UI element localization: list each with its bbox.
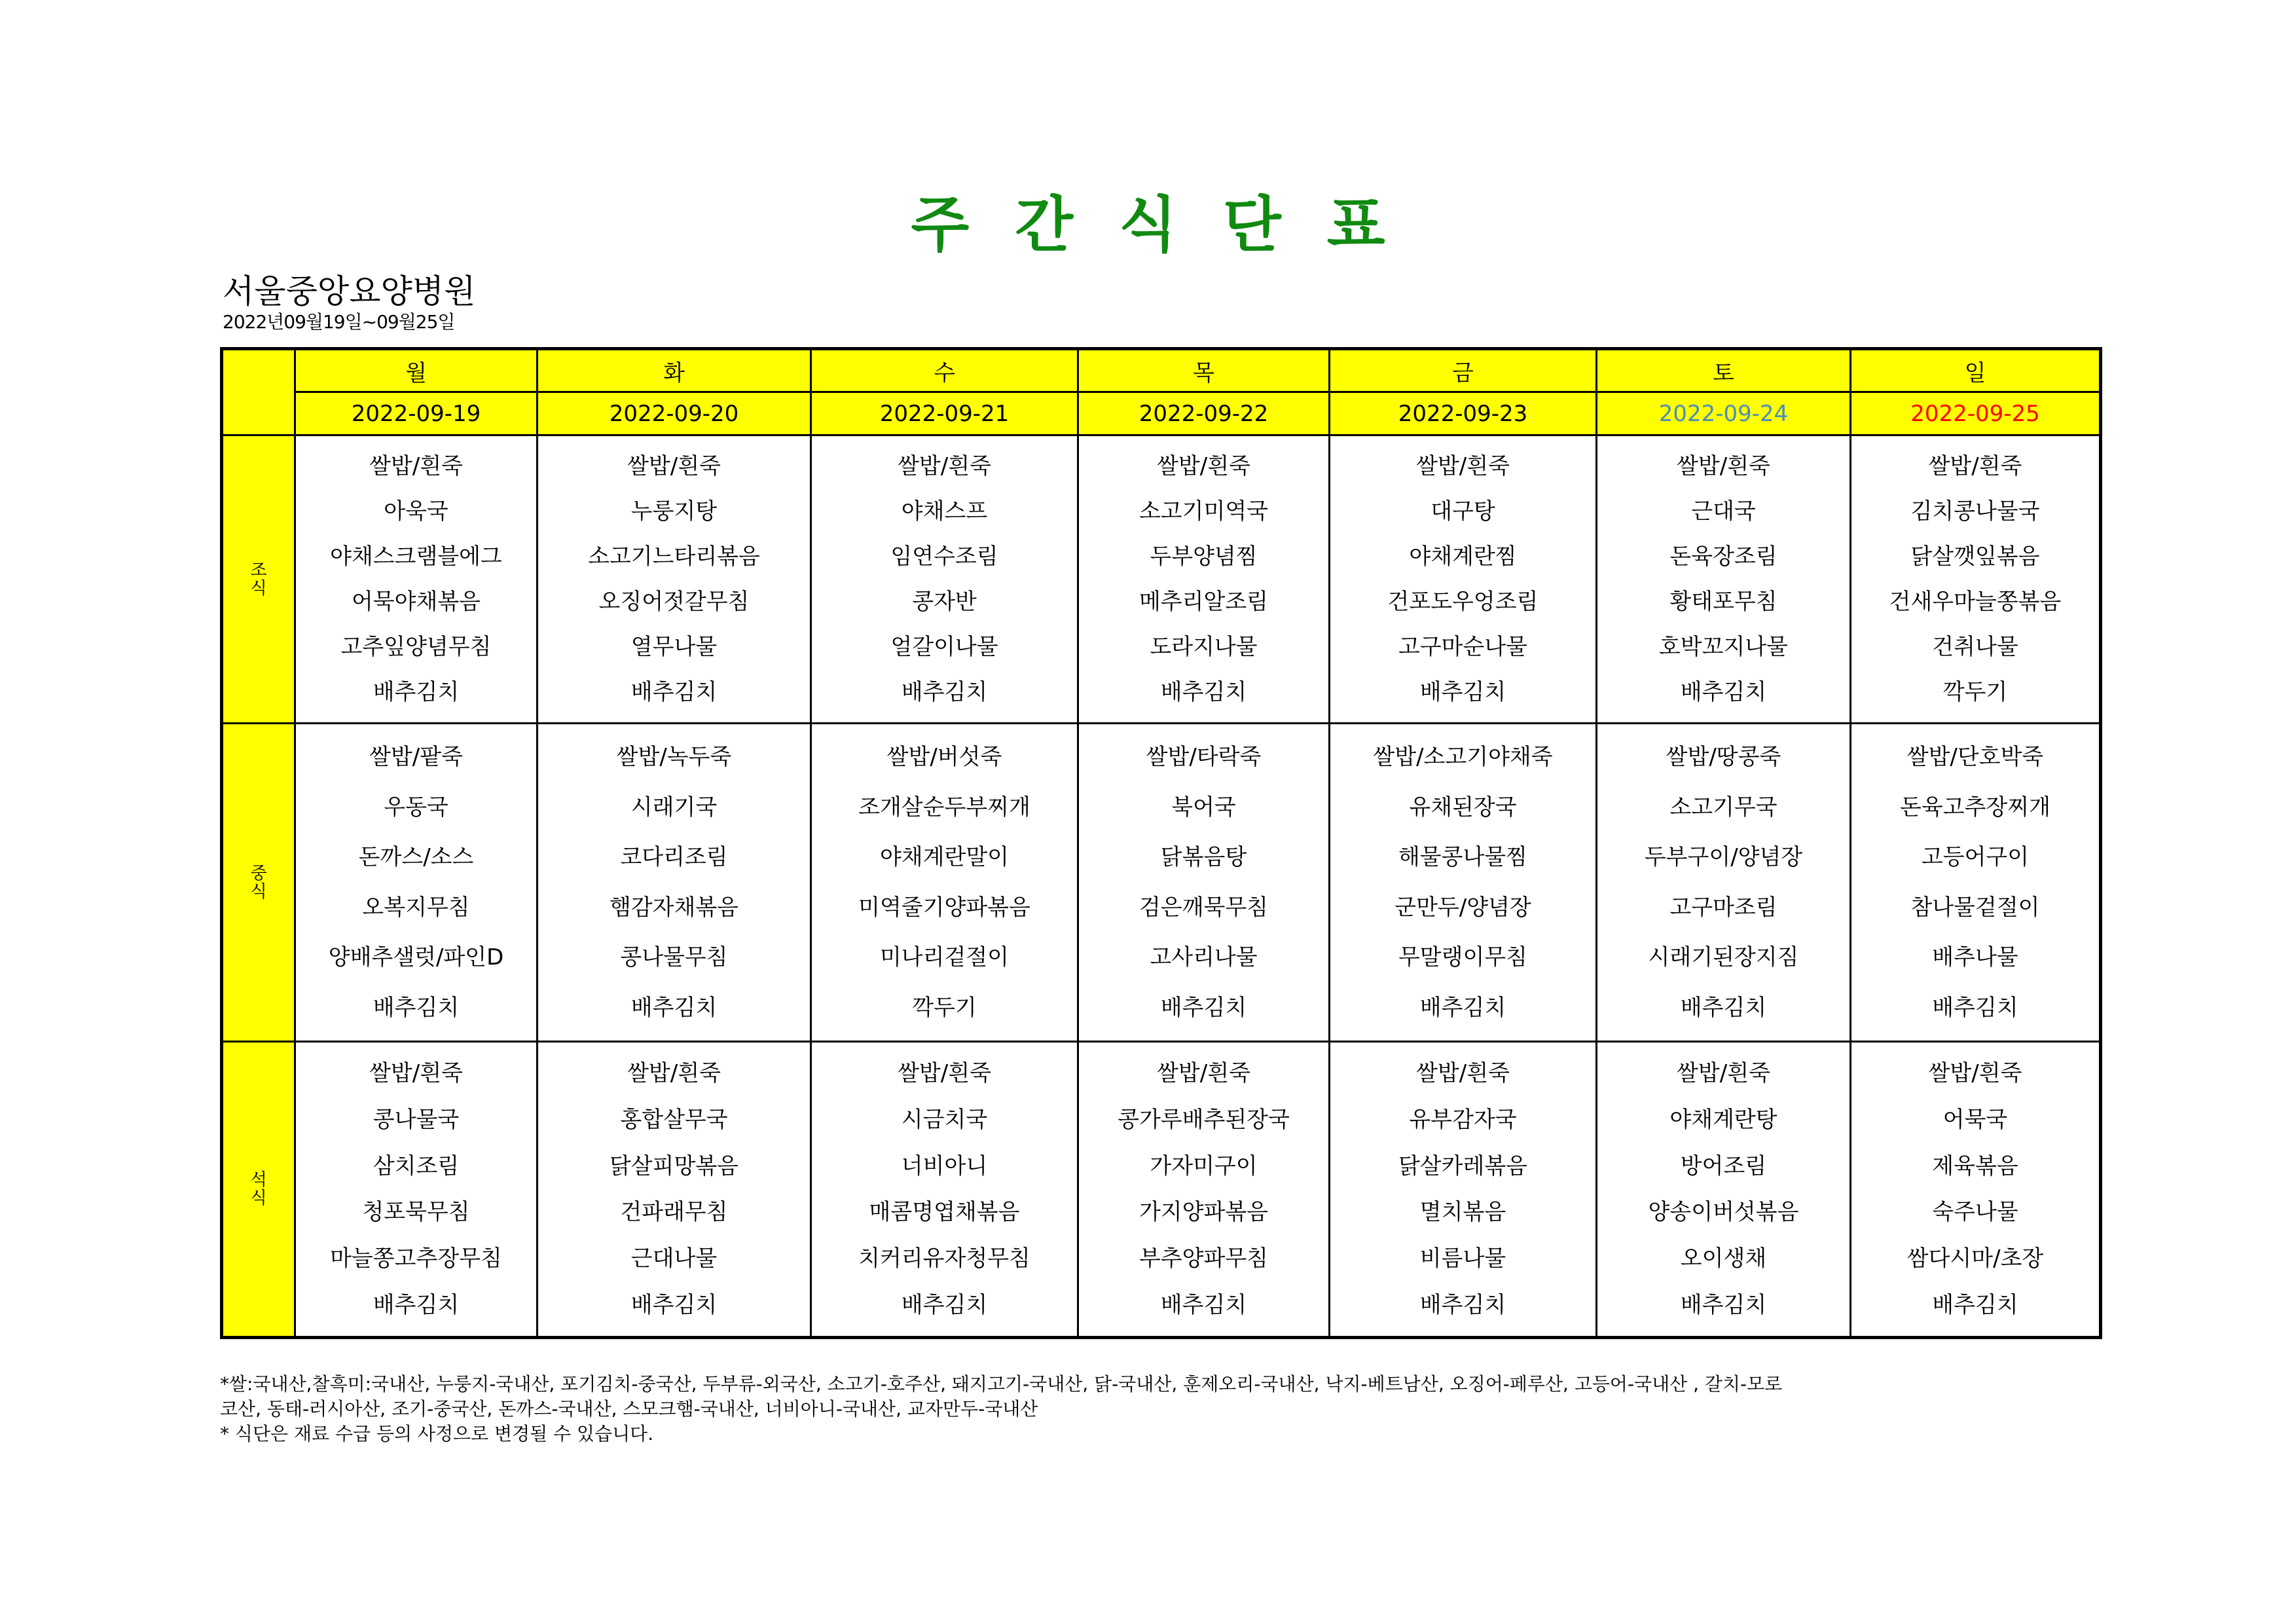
dish-item: 쌀밥/녹두죽 xyxy=(616,744,732,771)
breakfast-sat-cell xyxy=(1597,435,1851,724)
dish-list xyxy=(1597,436,1850,722)
dish-item: 황태포무침 xyxy=(1669,588,1777,615)
dish-item: 배추김치 xyxy=(630,994,718,1021)
dish-item: 매콤명엽채볶음 xyxy=(869,1199,1020,1226)
origin-notes xyxy=(220,1372,2099,1447)
dish-list xyxy=(812,724,1077,1041)
meal-label-char: 식 xyxy=(250,578,267,599)
dish-item: 배추나물 xyxy=(1932,944,2018,971)
dish-list xyxy=(296,724,536,1041)
dish-item: 대구탕 xyxy=(1430,498,1495,525)
corner-cell xyxy=(222,349,295,435)
dish-item: 홍합살무국 xyxy=(620,1106,728,1133)
dinner-label xyxy=(222,1042,295,1338)
dish-item: 가지양파볶음 xyxy=(1139,1199,1269,1226)
dish-item: 닭볶음탕 xyxy=(1160,844,1247,871)
dish-list xyxy=(538,724,810,1041)
dish-item: 건파래무침 xyxy=(620,1199,728,1226)
dish-item: 배추김치 xyxy=(1419,1291,1506,1318)
dish-list xyxy=(812,436,1077,722)
dish-item: 메추리알조림 xyxy=(1139,588,1269,615)
dish-item: 쌀밥/흰죽 xyxy=(1928,1060,2022,1087)
dish-item: 배추김치 xyxy=(1419,994,1506,1021)
dish-item: 쌀밥/흰죽 xyxy=(1928,453,2022,480)
dish-list xyxy=(1079,724,1328,1041)
meal-label-char: 석 xyxy=(250,1170,267,1190)
date-fri: 2022-09-23 xyxy=(1330,392,1597,435)
dish-item: 무말랭이무침 xyxy=(1398,944,1528,971)
dish-item: 쌀밥/소고기야채죽 xyxy=(1373,744,1553,771)
dish-item: 북어국 xyxy=(1171,794,1236,821)
date-tue: 2022-09-20 xyxy=(538,392,811,435)
lunch-wed-cell xyxy=(811,724,1078,1042)
dish-item: 두부구이/양념장 xyxy=(1644,844,1803,871)
dinner-fri-cell xyxy=(1330,1042,1597,1338)
dish-list xyxy=(1079,1043,1328,1336)
lunch-tue-cell xyxy=(538,724,811,1042)
dish-item: 깍두기 xyxy=(912,994,977,1021)
dish-item: 건포도우엉조림 xyxy=(1387,588,1539,615)
day-sat: 토 xyxy=(1597,349,1851,392)
dish-item: 쌀밥/흰죽 xyxy=(369,1060,463,1087)
dish-item: 돈육장조림 xyxy=(1669,544,1777,570)
dish-item: 열무나물 xyxy=(630,633,718,660)
page-title: 주간식단표 xyxy=(911,190,1431,260)
day-tue: 화 xyxy=(538,349,811,392)
breakfast-tue-cell xyxy=(538,435,811,724)
dish-item: 근대국 xyxy=(1691,498,1756,525)
dish-item: 소고기무국 xyxy=(1669,794,1777,821)
dish-item: 양송이버섯볶음 xyxy=(1648,1199,1799,1226)
dish-item: 치커리유자청무침 xyxy=(858,1245,1030,1272)
hospital-name: 서울중앙요양병원 xyxy=(223,272,476,310)
dish-item: 시금치국 xyxy=(901,1106,988,1133)
dinner-tue-cell xyxy=(538,1042,811,1338)
dish-item: 고추잎양념무침 xyxy=(340,633,492,660)
date-sat: 2022-09-24 xyxy=(1597,392,1851,435)
dish-item: 임연수조림 xyxy=(890,544,998,570)
dish-item: 쌈다시마/초장 xyxy=(1906,1245,2044,1272)
dish-item: 쌀밥/흰죽 xyxy=(627,453,721,480)
dish-item: 콩나물국 xyxy=(373,1106,460,1133)
dish-item: 삼치조림 xyxy=(373,1153,460,1179)
dish-item: 쌀밥/단호박죽 xyxy=(1906,744,2044,771)
day-wed: 수 xyxy=(811,349,1078,392)
dish-item: 참나물겉절이 xyxy=(1910,894,2040,921)
dish-list xyxy=(1851,1043,2099,1336)
dish-list xyxy=(1330,436,1595,722)
dish-item: 우동국 xyxy=(384,794,448,821)
dish-item: 고사리나물 xyxy=(1150,944,1258,971)
dish-list xyxy=(1079,436,1328,722)
breakfast-wed-cell xyxy=(811,435,1078,724)
date-wed: 2022-09-21 xyxy=(811,392,1078,435)
dish-item: 얼갈이나물 xyxy=(890,633,998,660)
dish-item: 쌀밥/땅콩죽 xyxy=(1666,744,1781,771)
dinner-wed-cell xyxy=(811,1042,1078,1338)
dish-list xyxy=(538,1043,810,1336)
dish-item: 배추김치 xyxy=(901,678,988,705)
dish-item: 쌀밥/팥죽 xyxy=(369,744,463,771)
dish-item: 비름나물 xyxy=(1419,1245,1506,1272)
dish-item: 돈육고추장찌개 xyxy=(1900,794,2050,821)
dish-item: 김치콩나물국 xyxy=(1910,498,2040,525)
lunch-mon-cell xyxy=(295,724,538,1042)
dish-item: 배추김치 xyxy=(1680,1291,1767,1318)
lunch-row xyxy=(222,724,2101,1042)
dish-item: 양배추샐럿/파인D xyxy=(328,944,504,971)
dish-item: 검은깨묵무침 xyxy=(1139,894,1269,921)
date-mon: 2022-09-19 xyxy=(295,392,538,435)
dish-item: 시래기된장지짐 xyxy=(1648,944,1799,971)
dish-item: 너비아니 xyxy=(901,1153,988,1179)
dish-item: 제육볶음 xyxy=(1932,1153,2018,1179)
lunch-label xyxy=(222,724,295,1042)
dish-list xyxy=(1851,436,2099,722)
dish-item: 야채계란말이 xyxy=(879,844,1010,871)
dish-item: 미역줄기양파볶음 xyxy=(858,894,1030,921)
dish-item: 고구마조림 xyxy=(1669,894,1777,921)
dish-item: 청포묵무침 xyxy=(362,1199,470,1226)
lunch-sun-cell xyxy=(1851,724,2101,1042)
date-header-row xyxy=(222,392,2101,435)
dish-item: 마늘쫑고추장무침 xyxy=(330,1245,502,1272)
dish-item: 방어조림 xyxy=(1680,1153,1767,1179)
dish-item: 콩나물무침 xyxy=(620,944,728,971)
day-fri: 금 xyxy=(1330,349,1597,392)
dish-list xyxy=(538,436,810,722)
meal-label-char: 식 xyxy=(250,1189,267,1208)
weekly-menu-table xyxy=(220,347,2102,1339)
dish-item: 배추김치 xyxy=(630,678,718,705)
dish-list xyxy=(1330,1043,1595,1336)
dish-item: 쌀밥/흰죽 xyxy=(1416,1060,1510,1087)
dish-item: 쌀밥/흰죽 xyxy=(369,453,463,480)
dish-item: 쌀밥/흰죽 xyxy=(1157,1060,1250,1087)
dish-item: 해물콩나물찜 xyxy=(1398,844,1528,871)
dish-item: 쌀밥/흰죽 xyxy=(1157,453,1250,480)
lunch-thu-cell xyxy=(1078,724,1330,1042)
dish-item: 누룽지탕 xyxy=(630,498,718,525)
lunch-sat-cell xyxy=(1597,724,1851,1042)
breakfast-label xyxy=(222,435,295,724)
breakfast-mon-cell xyxy=(295,435,538,724)
dish-item: 아욱국 xyxy=(384,498,448,525)
dish-item: 숙주나물 xyxy=(1932,1199,2018,1226)
dish-item: 배추김치 xyxy=(1680,994,1767,1021)
dish-item: 야채스크램블에그 xyxy=(330,544,502,570)
dish-list xyxy=(1851,724,2099,1041)
dish-item: 쌀밥/흰죽 xyxy=(1416,453,1510,480)
dish-item: 쌀밥/흰죽 xyxy=(898,453,991,480)
dish-item: 배추김치 xyxy=(1160,678,1247,705)
dish-item: 부추양파무침 xyxy=(1139,1245,1269,1272)
dish-item: 배추김치 xyxy=(1680,678,1767,705)
dish-item: 배추김치 xyxy=(1932,1291,2018,1318)
dinner-mon-cell xyxy=(295,1042,538,1338)
breakfast-fri-cell xyxy=(1330,435,1597,724)
lunch-fri-cell xyxy=(1330,724,1597,1042)
dish-item: 건새우마늘쫑볶음 xyxy=(1889,588,2062,615)
dish-item: 오징어젓갈무침 xyxy=(598,588,750,615)
dish-item: 코다리조림 xyxy=(620,844,728,871)
dish-item: 닭살피망볶음 xyxy=(609,1153,739,1179)
dish-item: 배추김치 xyxy=(373,1291,460,1318)
dish-item: 미나리겉절이 xyxy=(879,944,1010,971)
day-mon: 월 xyxy=(295,349,538,392)
dish-item: 소고기느타리볶음 xyxy=(588,544,760,570)
day-header-row xyxy=(222,349,2101,392)
breakfast-sun-cell xyxy=(1851,435,2101,724)
dish-item: 배추김치 xyxy=(1160,994,1247,1021)
dish-item: 유채된장국 xyxy=(1409,794,1517,821)
dish-item: 건취나물 xyxy=(1932,633,2018,660)
dish-item: 어묵국 xyxy=(1942,1106,2008,1133)
dish-list xyxy=(296,1043,536,1336)
dish-item: 조개살순두부찌개 xyxy=(858,794,1030,821)
dish-item: 야채스프 xyxy=(901,498,988,525)
dish-item: 쌀밥/흰죽 xyxy=(1677,1060,1770,1087)
dish-item: 소고기미역국 xyxy=(1139,498,1269,525)
dish-item: 배추김치 xyxy=(1160,1291,1247,1318)
dish-item: 시래기국 xyxy=(630,794,718,821)
day-thu: 목 xyxy=(1078,349,1330,392)
dish-item: 배추김치 xyxy=(630,1291,718,1318)
dish-item: 배추김치 xyxy=(373,994,460,1021)
dish-item: 배추김치 xyxy=(1419,678,1506,705)
dinner-sun-cell xyxy=(1851,1042,2101,1338)
dish-item: 쌀밥/흰죽 xyxy=(898,1060,991,1087)
dish-item: 가자미구이 xyxy=(1150,1153,1258,1179)
dish-item: 근대나물 xyxy=(630,1245,718,1272)
dish-item: 유부감자국 xyxy=(1409,1106,1517,1133)
dinner-thu-cell xyxy=(1078,1042,1330,1338)
dish-item: 고등어구이 xyxy=(1921,844,2030,871)
day-sun: 일 xyxy=(1851,349,2101,392)
meal-label-char: 식 xyxy=(250,881,267,902)
origin-note-line: *쌀:국내산,찰흑미:국내산, 누룽지-국내산, 포기김치-중국산, 두부류-외국산, 소고기-호주산, 돼지고기-국내산, 닭-국내산, 훈제오리-국내산, 낙지-베트남산, 오징어-페루산, 고등어-국내산 , 갈치-모로 xyxy=(220,1373,1783,1395)
dish-list xyxy=(1597,1043,1850,1336)
dish-item: 군만두/양념장 xyxy=(1394,894,1531,921)
dish-item: 배추김치 xyxy=(901,1291,988,1318)
menu-period: 2022년09월19일~09월25일 xyxy=(223,311,455,333)
dish-item: 오복지무침 xyxy=(362,894,470,921)
dish-item: 쌀밥/타락죽 xyxy=(1146,744,1262,771)
dinner-row xyxy=(222,1042,2101,1338)
dish-item: 깍두기 xyxy=(1942,678,2008,705)
dish-item: 배추김치 xyxy=(1932,994,2018,1021)
dish-item: 콩자반 xyxy=(912,588,977,615)
dish-list xyxy=(1330,724,1595,1041)
change-notice: * 식단은 재료 수급 등의 사정으로 변경될 수 있습니다. xyxy=(220,1423,654,1445)
date-thu: 2022-09-22 xyxy=(1078,392,1330,435)
dish-item: 쌀밥/흰죽 xyxy=(627,1060,721,1087)
dish-item: 쌀밥/버섯죽 xyxy=(886,744,1002,771)
breakfast-thu-cell xyxy=(1078,435,1330,724)
dish-item: 어묵야채볶음 xyxy=(351,588,481,615)
dish-item: 오이생채 xyxy=(1680,1245,1767,1272)
dish-item: 돈까스/소스 xyxy=(358,844,474,871)
dish-item: 햄감자채볶음 xyxy=(609,894,739,921)
date-sun: 2022-09-25 xyxy=(1851,392,2101,435)
meal-label-char: 조 xyxy=(250,560,267,580)
dish-list xyxy=(296,436,536,722)
dish-item: 닭살깻잎볶음 xyxy=(1910,544,2040,570)
dish-item: 닭살카레볶음 xyxy=(1398,1153,1528,1179)
dish-list xyxy=(812,1043,1077,1336)
dish-item: 도라지나물 xyxy=(1150,633,1258,660)
dish-list xyxy=(1597,724,1850,1041)
dish-item: 두부양념찜 xyxy=(1150,544,1258,570)
origin-note-line: 코산, 동태-러시아산, 조기-중국산, 돈까스-국내산, 스모크햄-국내산, 너비아니-국내산, 교자만두-국내산 xyxy=(220,1398,1038,1420)
dish-item: 야채계란탕 xyxy=(1669,1106,1777,1133)
dinner-sat-cell xyxy=(1597,1042,1851,1338)
dish-item: 콩가루배추된장국 xyxy=(1118,1106,1290,1133)
breakfast-row xyxy=(222,435,2101,724)
dish-item: 쌀밥/흰죽 xyxy=(1677,453,1770,480)
meal-label-char: 중 xyxy=(250,863,267,883)
dish-item: 고구마순나물 xyxy=(1398,633,1528,660)
dish-item: 호박꼬지나물 xyxy=(1658,633,1789,660)
dish-item: 멸치볶음 xyxy=(1419,1199,1506,1226)
dish-item: 야채계란찜 xyxy=(1409,544,1517,570)
dish-item: 배추김치 xyxy=(373,678,460,705)
